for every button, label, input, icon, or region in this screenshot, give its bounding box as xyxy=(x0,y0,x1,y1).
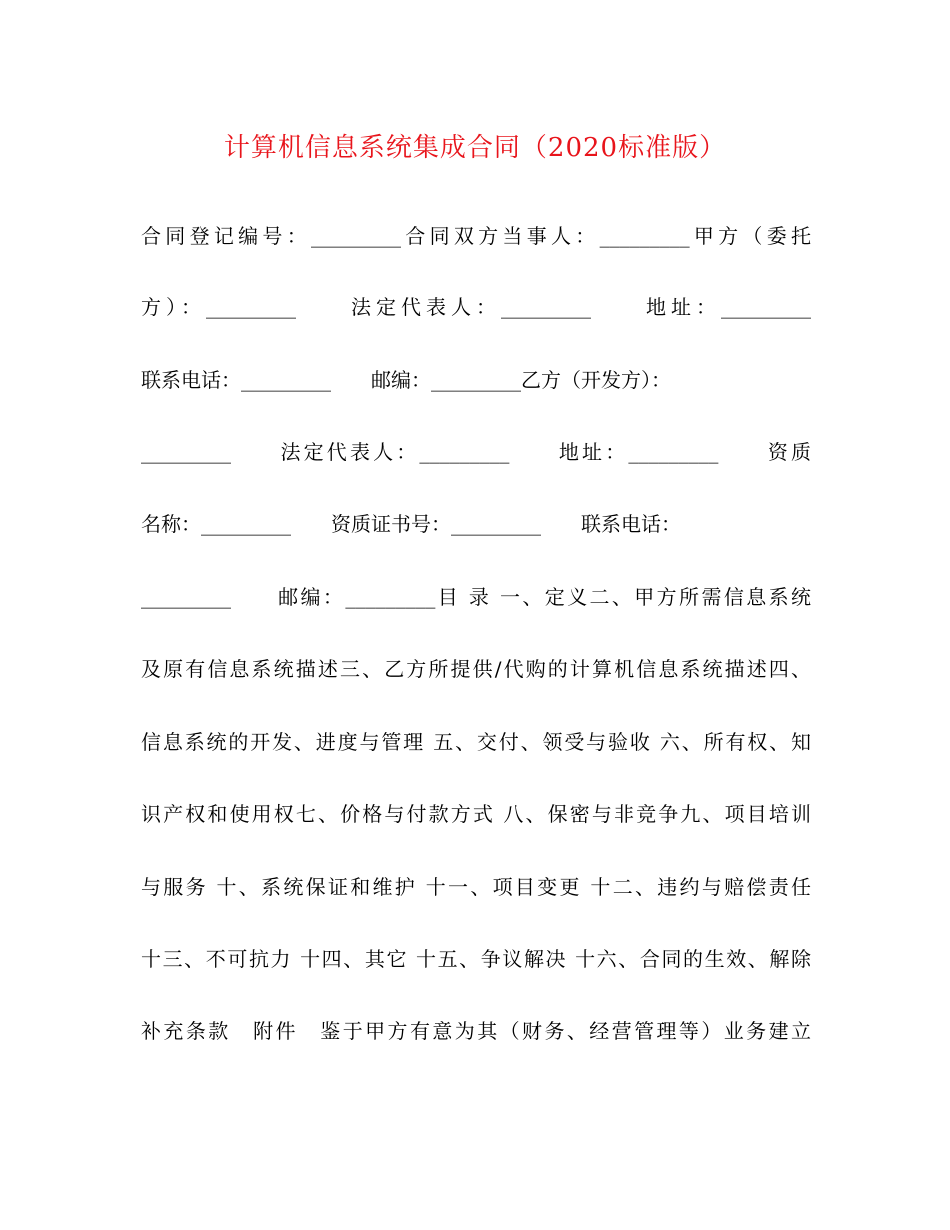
body-line-5: 名称：_________ 资质证书号：_________ 联系电话： xyxy=(141,512,681,536)
body-line-3: 联系电话：_________ 邮编：_________乙方（开发方）： xyxy=(141,368,671,392)
document-title: 计算机信息系统集成合同（2020标准版） xyxy=(223,133,727,163)
body-line-6: _________ 邮编：_________目 录 一、定义二、甲方所需信息系统 xyxy=(141,585,811,609)
body-line-10: 与服务 十、系统保证和维护 十一、项目变更 十二、违约与赔偿责任 xyxy=(141,875,811,899)
body-line-1: 合同登记编号：_________合同双方当事人：_________甲方（委托 xyxy=(141,224,811,248)
body-line-7: 及原有信息系统描述三、乙方所提供/代购的计算机信息系统描述四、 xyxy=(141,657,811,681)
body-line-9: 识产权和使用权七、价格与付款方式 八、保密与非竞争九、项目培训 xyxy=(141,802,811,826)
body-line-12: 补充条款 附件 鉴于甲方有意为其（财务、经营管理等）业务建立 xyxy=(141,1019,811,1043)
body-line-4: _________ 法定代表人：_________ 地址：_________ 资质 xyxy=(141,440,811,464)
body-line-8: 信息系统的开发、进度与管理 五、交付、领受与验收 六、所有权、知 xyxy=(141,730,811,754)
body-line-11: 十三、不可抗力 十四、其它 十五、争议解决 十六、合同的生效、解除 xyxy=(141,947,811,971)
body-line-2: 方）：_________ 法定代表人：_________ 地址：_________ xyxy=(141,295,811,319)
